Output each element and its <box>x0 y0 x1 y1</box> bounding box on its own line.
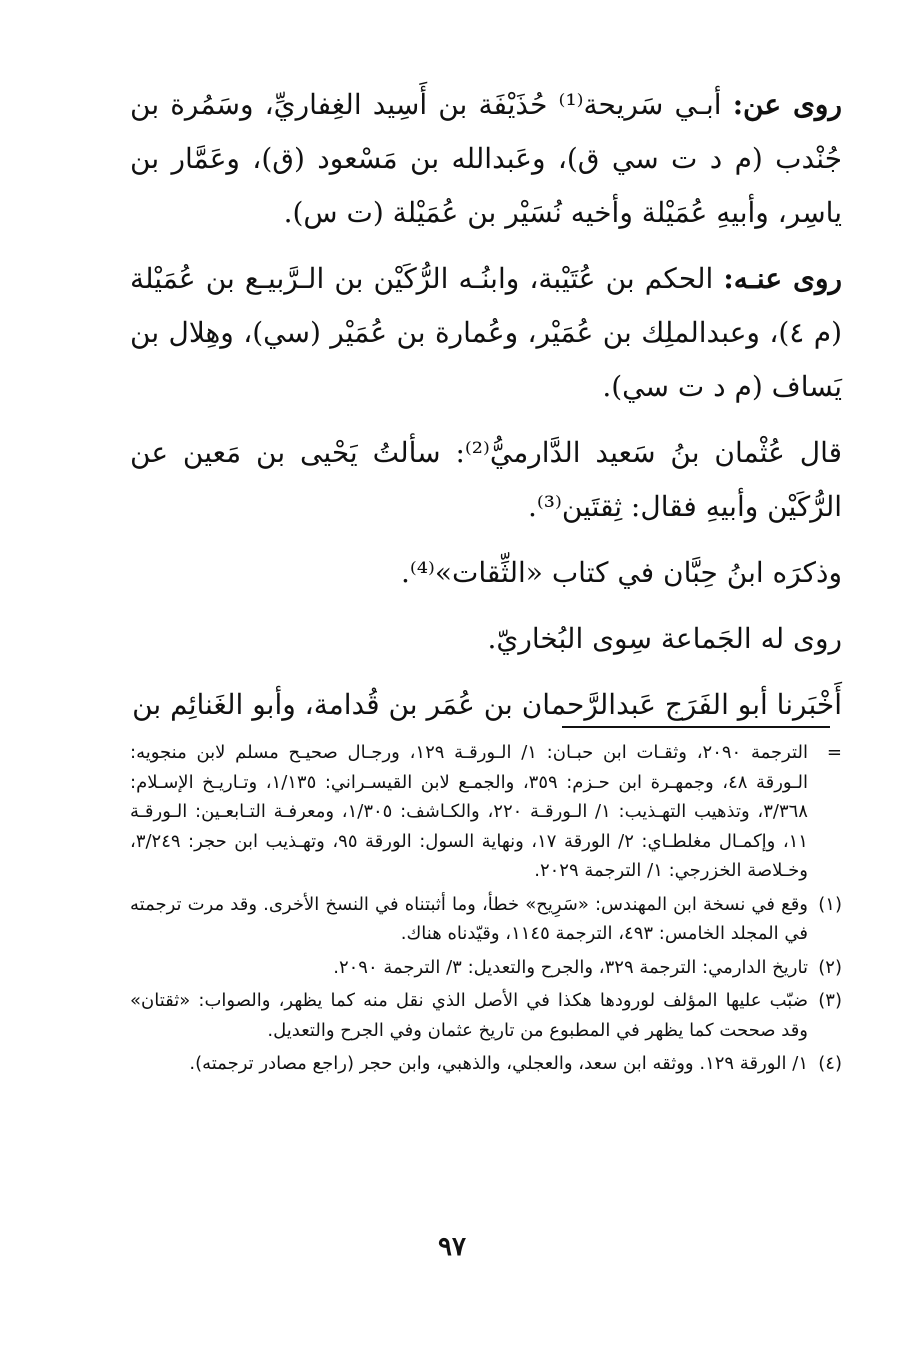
footnote-2 <box>130 953 842 983</box>
section-label-narrated-by: روى عنـه: <box>723 262 842 295</box>
footnote-4 <box>130 1049 842 1079</box>
footnote-text: ضبّب عليها المؤلف لورودها هكذا في الأصل الذي نقل منه كما يظهر، والصواب: «ثقتان» وقد صححت كما يظهر في المطبوع من تاريخ عثمان وفي الجرح والتعديل. <box>130 990 808 1041</box>
footnote-1 <box>130 890 842 949</box>
paragraph-narrated-from <box>130 78 842 240</box>
section-label-narrated-from: روى عن: <box>732 88 842 121</box>
footnote-marker: (٤) <box>818 1053 842 1074</box>
footnote-separator <box>562 726 830 728</box>
main-text <box>130 78 842 744</box>
footnotes <box>130 738 842 1083</box>
paragraph-text: الحكم بن عُتَيْبة، وابنُـه الرُّكَيْن بن الـرَّبيـع بن عُمَيْلة (م ٤)، وعبدالملِك بن عُمَيْر، وعُمارة بن عُمَيْر (سي)، وهِلال بن يَساف (م د ت سي). <box>130 262 842 403</box>
page-number: ٩٧ <box>438 1232 466 1262</box>
footnote-text: تاريخ الدارمي: الترجمة ٣٢٩، والجرح والتعديل: ٣/ الترجمة ٢٠٩٠. <box>333 956 808 978</box>
paragraph-group-narration: روى له الجَماعة سِوى البُخاريّ. <box>487 622 842 655</box>
footnote-text: ١/ الورقة ١٢٩. ووثقه ابن سعد، والعجلي، والذهبي، وابن حجر (راجع مصادر ترجمته). <box>189 1053 808 1074</box>
footnote-marker: = <box>826 742 842 763</box>
footnote-text: الترجمة ٢٠٩٠، وثقـات ابن حبـان: ١/ الـورقـة ١٢٩، ورجـال صحيـح مسلم لابن منجويه: الـورقة ٤٨، وجمهـرة ابن حـزم: ٣٥٩، والجمـع لابن القيسـراني: ١/١٣٥، وتـاريـخ الإسـلام: ٣/٣٦٨، وتذهيب التهـذيب: ١/ الـورقـة ٢٢٠، والكـاشف: ١/٣٠٥، ومعرفـة التـابعـين: الـورقـة ١١، وإكمـال مغلطـاي: ٢/ الورقة ١٧، ونهاية السول: الورقة ٩٥، وتهـذيب ابن حجر: ٣/٢٤٩، وخـلاصة الخزرجي: ١/ الترجمة ٢٠٢٩. <box>130 742 808 881</box>
paragraph-chain-start: أَخْبَرنا أبو الفَرَج عَبدالرَّحمان بن عُمَر بن قُدامة، وأبو الغَنائِم بن <box>132 688 842 721</box>
footnote-marker: (٢) <box>818 956 842 978</box>
footnote-marker: (١) <box>818 893 842 915</box>
footnote-text: وقع في نسخة ابن المهندس: «سَرِيح» خطأ، وما أثبتناه في النسخ الأخرى. وقد مرت ترجمته في المجلد الخامس: ٤٩٣، الترجمة ١١٤٥، وقيّدناه هناك. <box>130 893 808 944</box>
footnote-continuation <box>130 738 842 886</box>
paragraph-narrated-by <box>130 252 842 414</box>
paragraph-ibn-hibban: وذكرَه ابنُ حِبَّان في كتاب «الثِّقات»⁽⁴⁾. <box>400 556 842 589</box>
paragraph-darimi-quote: قال عُثْمان بنُ سَعيد الدَّارميُّ⁽²⁾: سألتُ يَحْيى بن مَعين عن الرُّكَيْن وأبيهِ فقال: ثِقتَين⁽³⁾. <box>130 436 842 523</box>
footnote-marker: (٣) <box>818 990 842 1011</box>
footnote-3 <box>130 986 842 1045</box>
paragraph-text: أبـي سَريحة⁽¹⁾ حُذَيْفَة بن أَسِيد الغِفاريِّ، وسَمُرة بن جُنْدب (م د ت سي ق)، وعَبدالله بن مَسْعود (ق)، وعَمَّار بن ياسِر، وأبيهِ عُمَيْلة وأخيه نُسَيْر بن عُمَيْلة (ت س). <box>130 88 843 229</box>
